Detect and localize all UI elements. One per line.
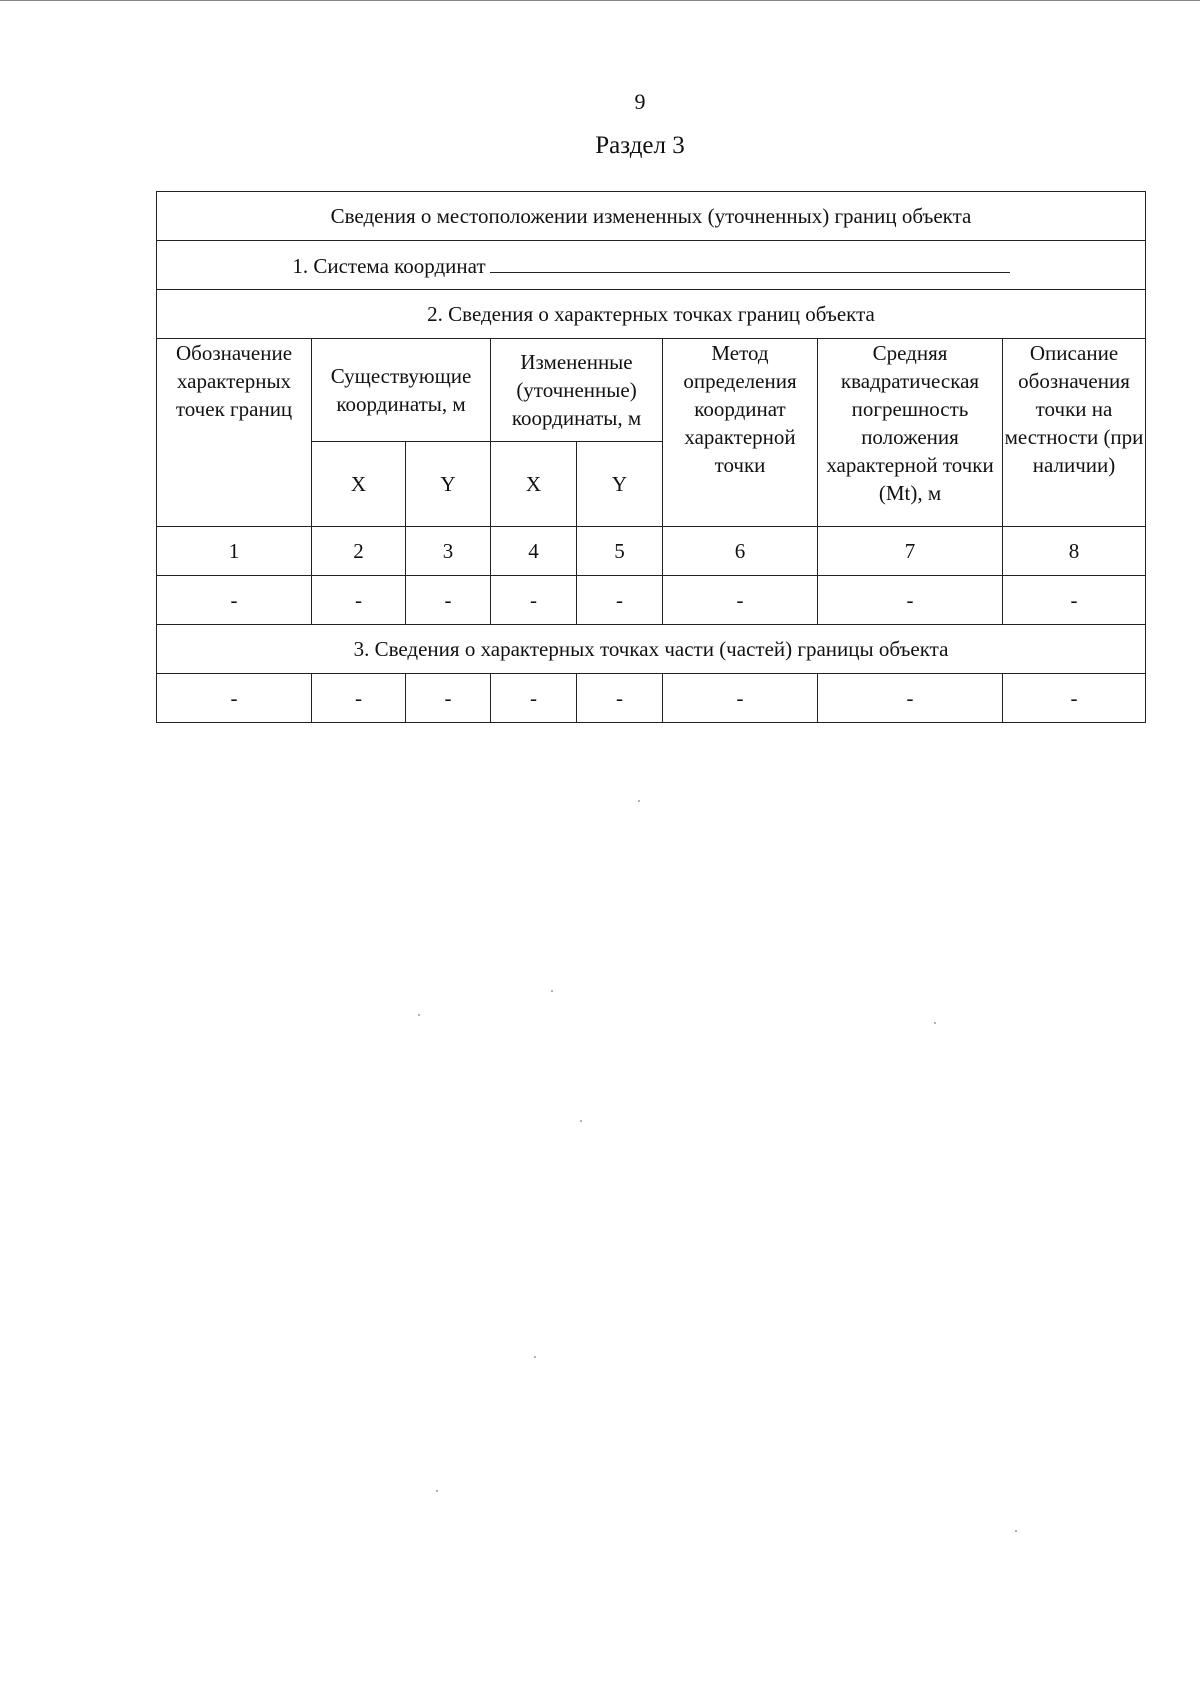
scan-speck [638,800,640,802]
coordinate-system-row [157,241,1146,290]
scan-speck [534,1356,536,1358]
column-number: 6 [663,527,818,576]
column-number: 1 [157,527,312,576]
table-cell: - [577,576,663,625]
table-cell: - [663,576,818,625]
column-number: 8 [1003,527,1146,576]
table-cell: - [406,576,491,625]
table-cell: - [312,674,406,723]
header-method: Метод определения координат характерной точки [663,339,818,527]
scan-speck [580,1120,582,1122]
header-existing-y: Y [406,442,491,527]
table-cell: - [1003,674,1146,723]
column-number: 3 [406,527,491,576]
coordinate-system-blank [490,250,1010,273]
scan-speck [1015,1530,1017,1532]
page-number: 9 [634,89,646,114]
scan-speck [418,1014,420,1016]
header-changed-x: X [491,442,577,527]
scan-speck [934,1022,936,1024]
column-number: 4 [491,527,577,576]
header-existing-x: X [312,442,406,527]
table-cell: - [818,576,1003,625]
header-changed-coords: Измененные (уточненные) координаты, м [491,339,663,442]
header-description: Описание обозначения точки на местности (при наличии) [1003,339,1146,527]
boundary-points-label: 2. Сведения о характерных точках границ объекта [157,290,1146,339]
boundary-points-row [157,576,1146,625]
header-existing-coords: Существующие координаты, м [312,339,491,442]
scan-speck [436,1490,438,1492]
table-cell: - [157,576,312,625]
table-cell: - [491,576,577,625]
section-title: Раздел 3 [595,132,685,159]
column-numbers-row [157,527,1146,576]
table-cell: - [1003,576,1146,625]
column-number: 7 [818,527,1003,576]
scan-edge-line [0,0,1200,1]
table-cell: - [406,674,491,723]
header-changed-y: Y [577,442,663,527]
header-mean-error: Средняя квадратическая погрешность положения характерной точки (Mt), м [818,339,1003,527]
table-cell: - [577,674,663,723]
table-cell: - [491,674,577,723]
boundary-info-table [156,191,1146,723]
column-number: 2 [312,527,406,576]
table-cell: - [312,576,406,625]
column-number: 5 [577,527,663,576]
table-cell: - [157,674,312,723]
coordinate-system-label: 1. Система координат [292,254,486,278]
table-title: Сведения о местоположении измененных (уточненных) границ объекта [157,192,1146,241]
part-points-label: 3. Сведения о характерных точках части (частей) границы объекта [157,625,1146,674]
table-cell: - [818,674,1003,723]
table-cell: - [663,674,818,723]
scan-speck [551,990,553,992]
header-point-designation: Обозначение характерных точек границ [157,339,312,527]
part-points-row [157,674,1146,723]
